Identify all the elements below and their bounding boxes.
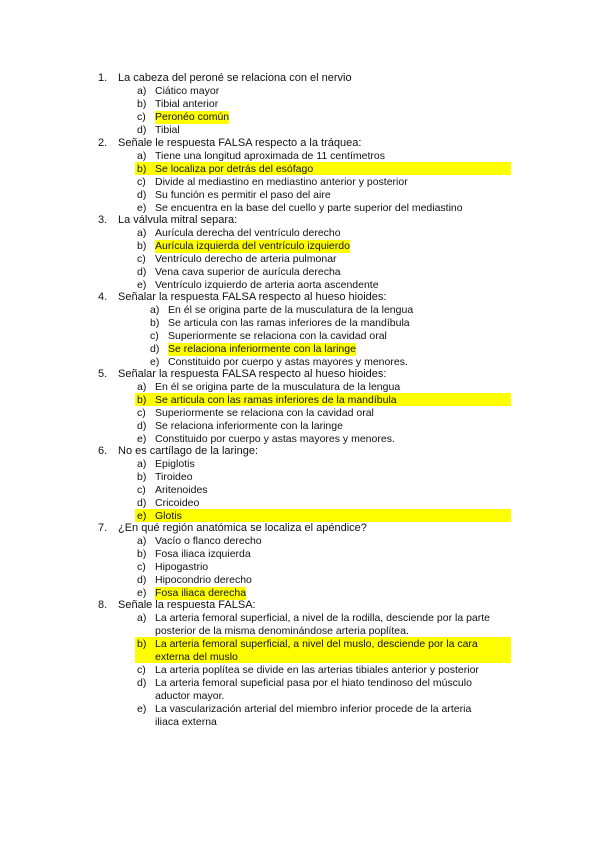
question-number: 3.	[98, 214, 108, 226]
option-8b	[137, 638, 497, 663]
option-letter: a)	[137, 150, 147, 162]
question-3	[98, 214, 237, 227]
option-letter: d)	[137, 677, 147, 689]
text: Señale le respuesta FALSA respecto a la tráquea:	[118, 137, 362, 149]
option-letter: d)	[137, 420, 147, 432]
text: Señalar la respuesta FALSA respecto al hueso hioides:	[118, 368, 387, 380]
option-letter: a)	[137, 458, 147, 470]
text: Vena cava superior de aurícula derecha	[155, 266, 341, 278]
option-letter: e)	[137, 510, 147, 522]
text: La válvula mitral separa:	[118, 214, 238, 226]
text: Aurícula derecha del ventrículo derecho	[155, 227, 341, 239]
text: Glotis	[155, 510, 182, 522]
question-number: 2.	[98, 137, 108, 149]
text: Tiene una longitud aproximada de 11 centímetros	[155, 150, 385, 162]
text: Ventrículo derecho de arteria pulmonar	[155, 253, 337, 265]
question-number: 4.	[98, 291, 108, 303]
text: No es cartílago de la laringe:	[118, 445, 259, 457]
option-letter: b)	[137, 163, 147, 175]
option-letter: d)	[137, 574, 147, 586]
option-letter: d)	[150, 343, 160, 355]
option-letter: a)	[137, 535, 147, 547]
option-letter: b)	[137, 98, 147, 110]
text: En él se origina parte de la musculatura de la lengua	[168, 304, 414, 316]
option-8e	[137, 703, 497, 728]
option-letter: a)	[137, 85, 147, 97]
text: Se relaciona inferiormente con la laringe	[155, 420, 343, 432]
option-letter: e)	[137, 587, 147, 599]
option-letter: b)	[137, 548, 147, 560]
question-6	[98, 445, 258, 458]
text: Señalar la respuesta FALSA respecto al hueso hioides:	[118, 291, 387, 303]
text: Hipogastrio	[155, 561, 209, 573]
text: Tibial	[155, 124, 180, 136]
text: Superiormente se relaciona con la cavidad oral	[168, 330, 387, 342]
text: Ventrículo izquierdo de arteria aorta ascendente	[155, 279, 379, 291]
text: ¿En qué región anatómica se localiza el apéndice?	[118, 522, 367, 534]
question-number: 7.	[98, 522, 108, 534]
text: Su función es permitir el paso del aire	[155, 189, 331, 201]
option-letter: a)	[137, 227, 147, 239]
text: Señale la respuesta FALSA:	[118, 599, 256, 611]
question-4	[98, 291, 386, 304]
option-letter: c)	[137, 111, 146, 123]
option-letter: b)	[137, 471, 147, 483]
option-letter: a)	[150, 304, 160, 316]
option-letter: b)	[137, 240, 147, 252]
text: Se localiza por detrás del esófago	[155, 163, 314, 175]
option-letter: c)	[137, 561, 146, 573]
text: Tibial anterior	[155, 98, 219, 110]
question-number: 5.	[98, 368, 108, 380]
question-number: 6.	[98, 445, 108, 457]
text: Cricoideo	[155, 497, 200, 509]
text: Se articula con las ramas inferiores de la mandíbula	[155, 394, 397, 406]
text: Constituido por cuerpo y astas mayores y menores.	[155, 433, 395, 445]
option-letter: b)	[150, 317, 160, 329]
text: En él se origina parte de la musculatura de la lengua	[155, 381, 401, 393]
text: La arteria femoral superficial, a nivel del muslo, desciende por la cara externa del muslo	[155, 638, 478, 663]
text: La vascularización arterial del miembro inferior procede de la arteria iliaca externa	[155, 703, 472, 728]
answer-highlight	[135, 509, 511, 522]
question-8	[98, 599, 256, 612]
question-1	[98, 72, 352, 85]
text: Vacío o flanco derecho	[155, 535, 262, 547]
option-letter: d)	[137, 266, 147, 278]
option-letter: c)	[137, 176, 146, 188]
question-number: 1.	[98, 72, 108, 84]
option-8a	[137, 612, 497, 637]
text: La arteria femoral supeficial pasa por el hiato tendinoso del músculo aductor mayor.	[155, 677, 472, 702]
text: Aritenoides	[155, 484, 208, 496]
answer-highlight: Fosa iliaca derecha	[155, 587, 247, 599]
option-letter: e)	[137, 279, 147, 291]
option-letter: a)	[137, 612, 147, 624]
option-letter: d)	[137, 189, 147, 201]
option-letter: c)	[137, 407, 146, 419]
text: Superiormente se relaciona con la cavidad oral	[155, 407, 374, 419]
answer-highlight: Aurícula izquierda del ventrículo izquierdo	[155, 240, 350, 252]
text: Tiroideo	[155, 471, 193, 483]
option-letter: c)	[137, 664, 146, 676]
question-text: La cabeza del peroné se relaciona con el nervio	[118, 72, 352, 84]
text: Se encuentra en la base del cuello y parte superior del mediastino	[155, 202, 463, 214]
option-letter: b)	[137, 394, 147, 406]
text: Se articula con las ramas inferiores de la mandíbula	[168, 317, 410, 329]
option-letter: e)	[137, 433, 147, 445]
question-number: 8.	[98, 599, 108, 611]
text: Constituido por cuerpo y astas mayores y menores.	[168, 356, 408, 368]
text: Divide al mediastino en mediastino anterior y posterior	[155, 176, 408, 188]
option-letter: d)	[137, 497, 147, 509]
text: La arteria femoral superficial, a nivel de la rodilla, desciende por la parte posterior de la misma denominándose arteria poplítea.	[155, 612, 491, 637]
text: Hipocondrio derecho	[155, 574, 252, 586]
option-letter: c)	[137, 484, 146, 496]
question-5	[98, 368, 386, 381]
option-letter: e)	[137, 703, 147, 715]
question-2	[98, 137, 361, 150]
option-letter: b)	[137, 638, 147, 650]
text: Epiglotis	[155, 458, 195, 470]
text: Fosa iliaca izquierda	[155, 548, 251, 560]
option-8d	[137, 677, 497, 702]
text: Ciático mayor	[155, 85, 220, 97]
option-letter: c)	[137, 253, 146, 265]
option-letter: e)	[137, 202, 147, 214]
option-letter: d)	[137, 124, 147, 136]
option-letter: c)	[150, 330, 159, 342]
option-letter: a)	[137, 381, 147, 393]
option-letter: e)	[150, 356, 160, 368]
answer-highlight: Peronéo común	[155, 111, 230, 123]
text: La arteria poplítea se divide en las arterias tibiales anterior y posterior	[155, 664, 479, 676]
answer-highlight: Se relaciona inferiormente con la laringe	[168, 343, 356, 355]
question-7	[98, 522, 367, 535]
